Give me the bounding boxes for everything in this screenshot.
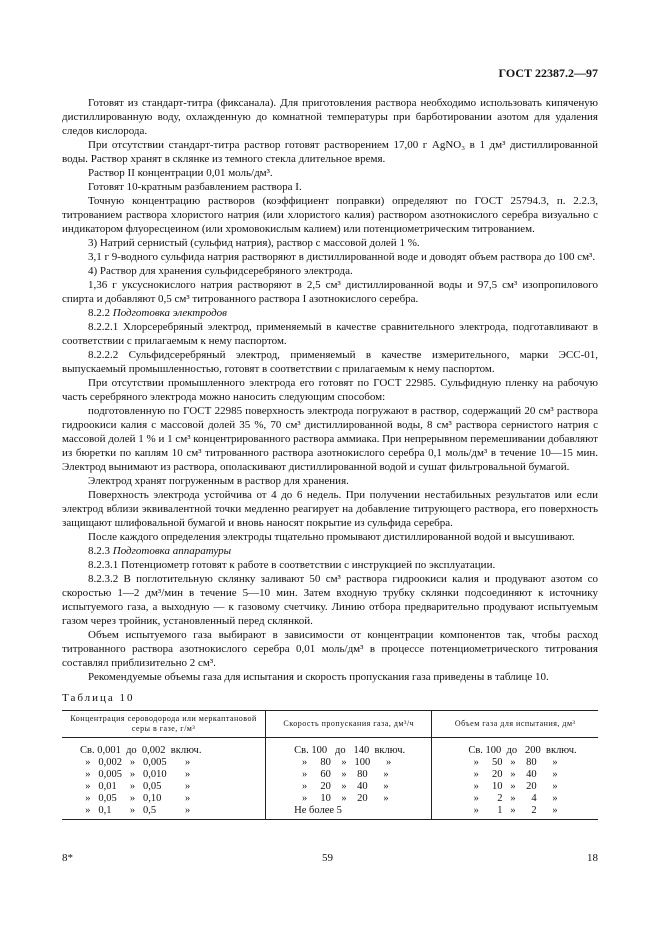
paragraph: При отсутствии стандарт-титра раствор готовят растворением 17,00 г AgNO₃ в 1 дм³ дистиллированной воды. Раствор хранят в склянке из темного стекла длительное время. [62,139,598,165]
footer-mark: 8* [62,852,73,864]
table-cell: » 50 » 80 » [468,757,558,768]
table-cell: » 80 » 100 » [294,757,392,768]
column-flow-rate [266,738,432,820]
footer-number: 18 [587,852,598,864]
table-cell: » 10 » 20 » [468,781,558,792]
page-number: 59 [322,852,333,864]
table-caption: Таблица 10 [62,692,135,704]
table-cell: » 10 » 20 » [294,793,389,804]
paragraph: Точную концентрацию растворов (коэффициент поправки) определяют по ГОСТ 25794.3, п. 2.2.3, титрованием раствора хлористого натрия (или хлористого калия) раствором азотнокислого серебра визуально с индикатором флуоресцеином (или хромовокислым калием) или потенциометрическим титрованием. [62,195,598,235]
table-cell: » 20 » 40 » [294,781,389,792]
table-cell: » 0,01 » 0,05 » [80,781,191,792]
paragraph [62,544,598,558]
paragraph: 8.2.3.2 В поглотительную склянку заливают 50 см³ раствора гидроокиси калия и продувают азотом со скоростью 1—2 дм³/мин в течение 5—10 мин. Затем входную трубку склянки подсоединяют к источнику испытуемого газа, а выходную — к газовому счетчику. Линию отбора предварительно продувают испытуемым газом через тройник, установленный перед склянкой. [62,573,598,627]
table-cell: » 2 » 4 » [468,793,558,804]
table-cell: Св. 0,001 до 0,002 включ. [80,745,202,756]
paragraph [62,306,598,320]
table-cell: » 0,1 » 0,5 » [80,805,191,816]
column-concentration [62,738,266,820]
paragraph: 3,1 г 9-водного сульфида натрия растворяют в дистиллированной воде и доводят объем раствора до 100 см³. [88,251,596,263]
table-cell: » 0,05 » 0,10 » [80,793,191,804]
paragraph: При отсутствии промышленного электрода его готовят по ГОСТ 22985. Сульфидную пленку на рабочую часть серебряного электрода можно наносить следующим способом: [62,377,598,403]
table-cell: Св. 100 до 200 включ. [468,745,577,756]
section-title: Подготовка электродов [112,307,227,319]
table-header-gas-volume: Объем газа для испытания, дм³ [432,711,598,738]
table-cell: » 0,005 » 0,010 » [80,769,191,780]
paragraph: Рекомендуемые объемы газа для испытания и скорость пропускания газа приведены в таблице 10. [88,671,549,683]
paragraph: 1,36 г уксуснокислого натрия растворяют в 2,5 см³ дистиллированной воды и 97,5 см³ изопропилового спирта и добавляют 0,5 см³ титрованного раствора I азотнокислого серебра. [62,279,598,305]
paragraphs [62,96,598,684]
table-cell: » 60 » 80 » [294,769,389,780]
paragraph: Готовят 10-кратным разбавлением раствора I. [88,181,302,193]
paragraph: Объем испытуемого газа выбирают в зависимости от концентрации компонентов так, чтобы расход титрованного раствора азотнокислого серебра 0,01 моль/дм³ в процессе потенциометрического титрования составлял приблизительно 2 см³. [62,629,598,669]
paragraph: 8.2.2.1 Хлорсеребряный электрод, применяемый в качестве сравнительного электрода, подготавливают в соответствии с прилагаемым к нему паспортом. [62,321,598,347]
column-gas-volume [432,738,598,820]
data-table [62,710,598,820]
table-cell: Св. 100 до 140 включ. [294,745,406,756]
table-cell: Не более 5 [294,805,342,816]
paragraph: После каждого определения электроды тщательно промывают дистиллированной водой и высушивают. [88,531,575,543]
paragraph: Поверхность электрода устойчива от 4 до 6 недель. При получении нестабильных результатов или если электрод вблизи эквивалентной точки медленно реагирует на добавление титрующего раствора, его поверхность защищают шлифовальной бумагой и вновь наносят покрытие из сульфида серебра. [62,489,598,529]
table-header-flow-rate: Скорость пропускания газа, дм³/ч [266,711,432,738]
paragraph: Готовят из стандарт-титра (фиксанала). Для приготовления раствора необходимо использовать кипяченую дистиллированную воду, охлажденную до комнатной температуры при барботировании азотом для удаления следов кислорода. [62,97,598,137]
section-number: 8.2.2 [88,307,113,319]
table-cell: » 0,002 » 0,005 » [80,757,191,768]
paragraph: 4) Раствор для хранения сульфидсеребряного электрода. [88,265,353,277]
paragraph: 3) Натрий сернистый (сульфид натрия), раствор с массовой долей 1 %. [88,237,420,249]
paragraph: подготовленную по ГОСТ 22985 поверхность электрода погружают в раствор, содержащий 20 см³ раствора гидроокиси калия с массовой долей 35 %, 70 см³ дистиллированной воды, 8 см³ раствора сернистого натрия с массовой долей 1 % и 1 см³ концентрированного раствора аммиака. При непрерывном перемешивании добавляют из бюретки по каплям 10 см³ титрованного раствора азотнокислого серебра 0,1 моль/дм³ в течение 10—15 мин. Электрод вынимают из раствора, ополаскивают дистиллированной водой и сушат фильтровальной бумагой. [62,405,598,473]
document-header: ГОСТ 22387.2—97 [498,66,598,80]
paragraph: 8.2.2.2 Сульфидсеребряный электрод, применяемый в качестве измерительного, марки ЭСС-01, выпускаемый промышленностью, готовят в соответствии с прилагаемым к нему паспортом. [62,349,598,375]
paragraph: Раствор II концентрации 0,01 моль/дм³. [88,167,273,179]
table-cell: » 20 » 40 » [468,769,558,780]
table-cell: » 1 » 2 » [468,805,558,816]
table-header-concentration: Концентрация сероводорода или меркаптановой серы в газе, г/м³ [62,711,266,738]
document-body [62,96,598,820]
paragraph: 8.2.3.1 Потенциометр готовят к работе в соответствии с инструкцией по эксплуатации. [88,559,496,571]
section-title: Подготовка аппаратуры [112,545,232,557]
section-number: 8.2.3 [88,545,113,557]
paragraph: Электрод хранят погруженным в раствор для хранения. [88,475,349,487]
